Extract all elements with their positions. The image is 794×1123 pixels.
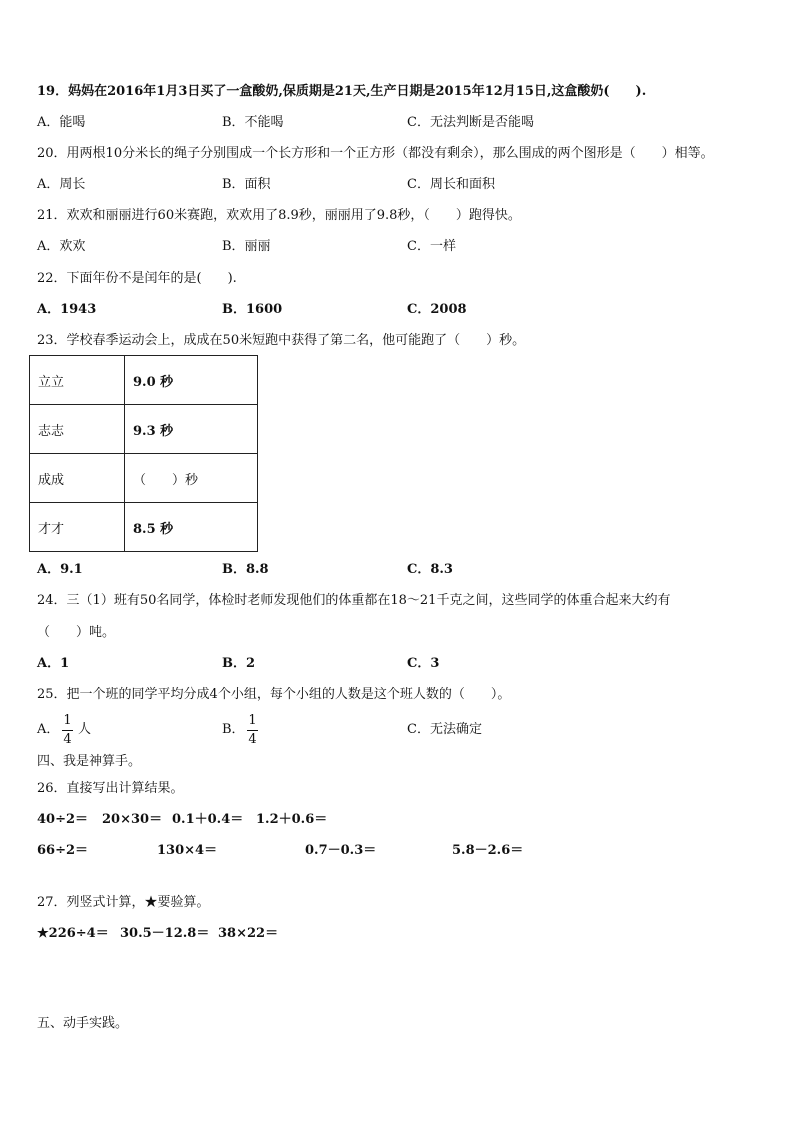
question-23-stem: 23．学校春季运动会上，成成在50米短跑中获得了第二名，他可能跑了（ ）秒。 bbox=[37, 333, 526, 348]
table-row bbox=[30, 503, 258, 552]
calc-item: 130×4＝ bbox=[157, 843, 218, 858]
question-27-stem: 27．列竖式计算，★要验算。 bbox=[37, 895, 210, 910]
calc-item: 0.1＋0.4＝ bbox=[172, 812, 244, 827]
calc-item: 20×30＝ bbox=[102, 812, 163, 827]
fraction-denominator: 4 bbox=[63, 732, 72, 747]
fraction-numerator: 1 bbox=[248, 713, 257, 728]
runner-time: （ ）秒 bbox=[125, 454, 258, 503]
q25-option-a-unit: 人 bbox=[78, 722, 92, 737]
question-26-stem: 26．直接写出计算结果。 bbox=[37, 781, 184, 796]
question-24-stem-line2: （ ）吨。 bbox=[37, 625, 116, 640]
q22-option-a[interactable]: A．1943 bbox=[37, 302, 97, 317]
q23-option-a[interactable]: A．9.1 bbox=[37, 562, 83, 577]
q20-option-b[interactable]: B．面积 bbox=[222, 177, 271, 192]
q22-option-b[interactable]: B．1600 bbox=[222, 302, 283, 317]
question-19-stem: 19．妈妈在2016年1月3日买了一盒酸奶,保质期是21天,生产日期是2015年12月15日,这盒酸奶( ). bbox=[37, 84, 647, 99]
q20-option-c[interactable]: C．周长和面积 bbox=[407, 177, 495, 192]
race-times-table bbox=[29, 355, 258, 552]
runner-name: 立立 bbox=[30, 356, 125, 405]
calc-item: 5.8－2.6＝ bbox=[452, 843, 524, 858]
question-22-stem: 22．下面年份不是闰年的是( ). bbox=[37, 271, 237, 286]
table-row bbox=[30, 454, 258, 503]
fraction-denominator: 4 bbox=[248, 732, 257, 747]
q23-option-b[interactable]: B．8.8 bbox=[222, 562, 269, 577]
calc-item: ★226÷4＝ bbox=[37, 926, 109, 941]
q25-option-a-prefix: A． bbox=[37, 722, 60, 737]
q20-option-a[interactable]: A．周长 bbox=[37, 177, 86, 192]
calc-item: 66÷2＝ bbox=[37, 843, 89, 858]
calc-item: 30.5－12.8＝ bbox=[120, 926, 210, 941]
question-20-stem: 20．用两根10分米长的绳子分别围成一个长方形和一个正方形（都没有剩余），那么围成的两个图形是（ ）相等。 bbox=[37, 146, 714, 161]
q19-option-b[interactable]: B．不能喝 bbox=[222, 115, 284, 130]
q22-option-c[interactable]: C．2008 bbox=[407, 302, 467, 317]
q25-option-b[interactable] bbox=[222, 722, 245, 738]
runner-name: 成成 bbox=[30, 454, 125, 503]
calc-item: 0.7－0.3＝ bbox=[305, 843, 377, 858]
calc-item: 38×22＝ bbox=[218, 926, 279, 941]
q25-option-b-prefix: B． bbox=[222, 722, 245, 737]
runner-name: 志志 bbox=[30, 405, 125, 454]
fraction-one-quarter bbox=[247, 713, 258, 748]
section-4-title: 四、我是神算手。 bbox=[37, 754, 142, 769]
runner-name: 才才 bbox=[30, 503, 125, 552]
q24-option-b[interactable]: B．2 bbox=[222, 656, 256, 671]
section-5-title: 五、动手实践。 bbox=[37, 1016, 129, 1031]
q21-option-c[interactable]: C．一样 bbox=[407, 239, 456, 254]
fraction-numerator: 1 bbox=[63, 713, 72, 728]
fraction-bar bbox=[62, 730, 73, 731]
calc-item: 1.2＋0.6＝ bbox=[256, 812, 328, 827]
table-row bbox=[30, 405, 258, 454]
q21-option-b[interactable]: B．丽丽 bbox=[222, 239, 271, 254]
fraction-one-quarter bbox=[62, 713, 73, 748]
table-row bbox=[30, 356, 258, 405]
question-21-stem: 21．欢欢和丽丽进行60米赛跑，欢欢用了8.9秒，丽丽用了9.8秒，（ ）跑得快。 bbox=[37, 208, 521, 223]
fraction-bar bbox=[247, 730, 258, 731]
q24-option-a[interactable]: A．1 bbox=[37, 656, 70, 671]
runner-time: 8.5 秒 bbox=[125, 503, 258, 552]
q25-option-a[interactable] bbox=[37, 722, 59, 738]
q25-option-c[interactable]: C．无法确定 bbox=[407, 722, 482, 737]
q24-option-c[interactable]: C．3 bbox=[407, 656, 440, 671]
q19-option-a[interactable]: A．能喝 bbox=[37, 115, 86, 130]
question-25-stem: 25．把一个班的同学平均分成4个小组，每个小组的人数是这个班人数的（ ）。 bbox=[37, 687, 511, 702]
q21-option-a[interactable]: A．欢欢 bbox=[37, 239, 86, 254]
runner-time: 9.3 秒 bbox=[125, 405, 258, 454]
q23-option-c[interactable]: C．8.3 bbox=[407, 562, 453, 577]
q19-option-c[interactable]: C．无法判断是否能喝 bbox=[407, 115, 534, 130]
question-24-stem-line1: 24．三（1）班有50名同学，体检时老师发现他们的体重都在18～21千克之间，这些同学的体重合起来大约有 bbox=[37, 593, 671, 608]
runner-time: 9.0 秒 bbox=[125, 356, 258, 405]
calc-item: 40÷2＝ bbox=[37, 812, 89, 827]
